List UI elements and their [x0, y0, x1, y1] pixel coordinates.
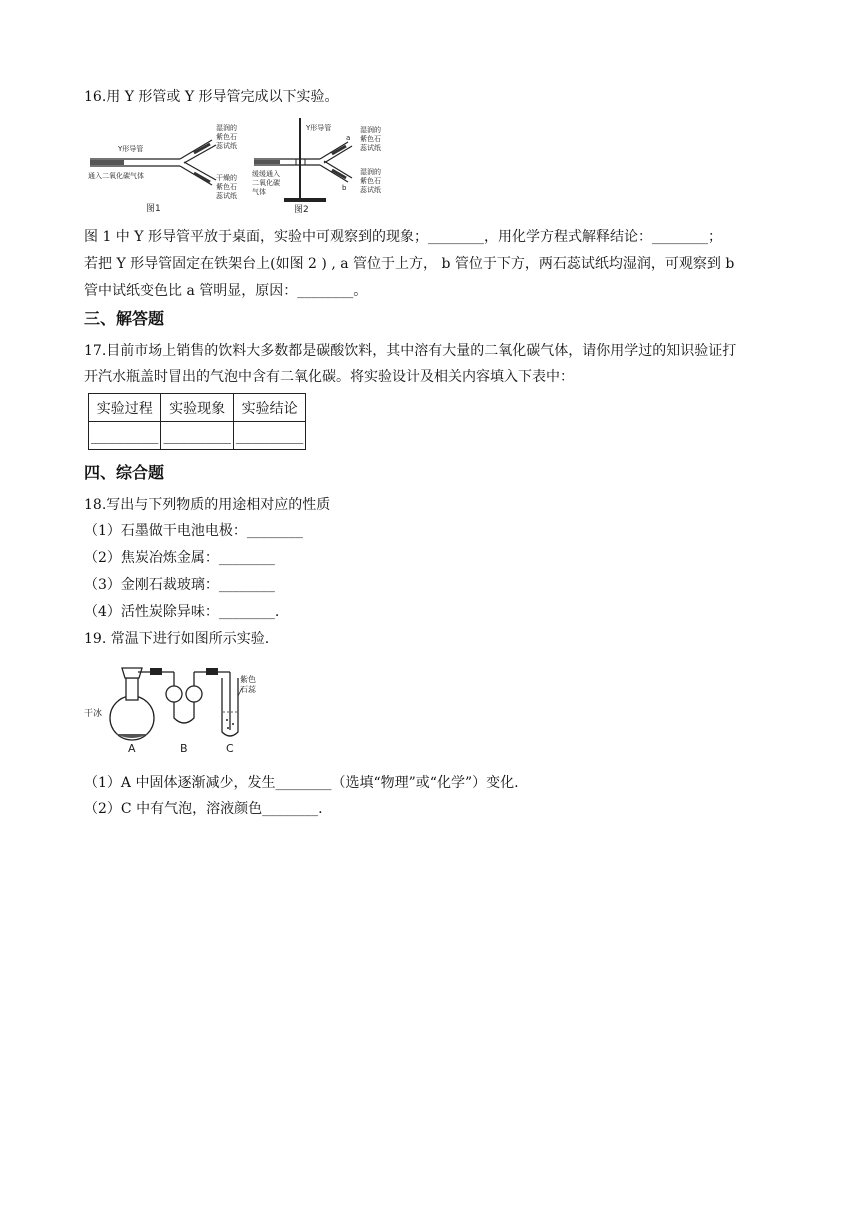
q19-label-c: C	[226, 742, 234, 755]
table-row	[89, 422, 306, 450]
q18-item-2: （2）焦炭冶炼金属：________	[84, 550, 275, 566]
fig2-gas-label-2: 二氧化碳	[252, 179, 280, 187]
fig1-dry-label-2: 紫色石	[216, 183, 237, 191]
fig2-label-b: b	[342, 184, 347, 192]
q18-item-1: （1）石墨做干电池电极：________	[84, 523, 303, 539]
q19-apparatus-figure	[84, 656, 254, 756]
fig2-tube-label: Y形导管	[306, 124, 332, 132]
table-blank-cell[interactable]: ________	[89, 422, 161, 450]
q19-title: 19. 常温下进行如图所示实验.	[84, 631, 270, 647]
q19-label-b: B	[180, 742, 188, 755]
q19-dry-ice-label: 干冰	[84, 709, 103, 719]
fig1-dry-label-1: 干燥的	[216, 174, 237, 182]
table-header-row	[89, 394, 306, 422]
table-blank-cell[interactable]: ________	[161, 422, 233, 450]
q19-item-2: （2）C 中有气泡，溶液颜色________.	[84, 801, 323, 817]
fig2-wet-a-label-2: 紫色石	[360, 135, 381, 143]
q16-figure-1	[84, 118, 242, 218]
fig1-wet-label-2: 紫色石	[216, 133, 237, 141]
fig2-wet-b-label-3: 蕊试纸	[360, 186, 381, 194]
q19-item-1: （1）A 中固体逐渐减少，发生________（选填“物理”或“化学”）变化.	[84, 775, 519, 791]
q18-item-3: （3）金刚石裁玻璃：________	[84, 577, 275, 593]
table-blank-cell[interactable]: ________	[233, 422, 305, 450]
table-header-cell: 实验结论	[233, 394, 305, 422]
q18-title: 18.写出与下列物质的用途相对应的性质	[84, 497, 331, 513]
fig2-wet-a-label-3: 蕊试纸	[360, 144, 381, 152]
fig1-dry-label-3: 蕊试纸	[216, 192, 237, 200]
q19-litmus-label-1: 紫色	[240, 675, 256, 684]
q19-label-a: A	[128, 742, 136, 755]
table-header-cell: 实验过程	[89, 394, 161, 422]
fig2-label-a: a	[346, 134, 351, 142]
fig1-caption: 图1	[146, 204, 161, 214]
q16-text-line-1: 图 1 中 Y 形导管平放于桌面，实验中可观察到的现象；________，用化学方程式解释结论：________；	[84, 229, 722, 245]
q18-item-4: （4）活性炭除异味：________.	[84, 604, 280, 620]
q17-line-1: 17.目前市场上销售的饮料大多数都是碳酸饮料，其中溶有大量的二氧化碳气体，请你用学过的知识验证打	[84, 343, 737, 359]
fig1-wet-label-3: 蕊试纸	[216, 142, 237, 150]
fig2-wet-a-label-1: 湿润的	[360, 126, 381, 134]
q19-litmus-label-2: 石蕊	[240, 685, 256, 694]
q17-line-2: 开汽水瓶盖时冒出的气泡中含有二氧化碳。将实验设计及相关内容填入下表中：	[84, 369, 574, 385]
q16-text-line-3: 管中试纸变色比 a 管明显，原因：________。	[84, 283, 368, 299]
fig2-gas-label-3: 气体	[252, 188, 266, 196]
fig1-gas-label: 通入二氧化碳气体	[88, 172, 144, 180]
table-header-cell: 实验现象	[161, 394, 233, 422]
fig1-tube-label: Y形导管	[118, 145, 144, 153]
fig2-gas-label-1: 缓缓通入	[252, 170, 280, 178]
q16-text-line-2: 若把 Y 形导管固定在铁架台上(如图 2 ) , a 管位于上方， b 管位于下方，两石蕊试纸均湿润，可观察到 b	[84, 256, 735, 272]
q17-experiment-table	[88, 393, 306, 450]
q16-figure-2	[248, 114, 394, 218]
fig2-wet-b-label-2: 紫色石	[360, 177, 381, 185]
section-heading-4: 四、综合题	[84, 463, 165, 482]
q16-title: 16.用 Y 形管或 Y 形导管完成以下实验。	[84, 89, 339, 105]
section-heading-3: 三、解答题	[84, 309, 165, 328]
fig1-wet-label-1: 湿润的	[216, 124, 237, 132]
fig2-wet-b-label-1: 湿润的	[360, 168, 381, 176]
fig2-caption: 图2	[294, 205, 309, 215]
